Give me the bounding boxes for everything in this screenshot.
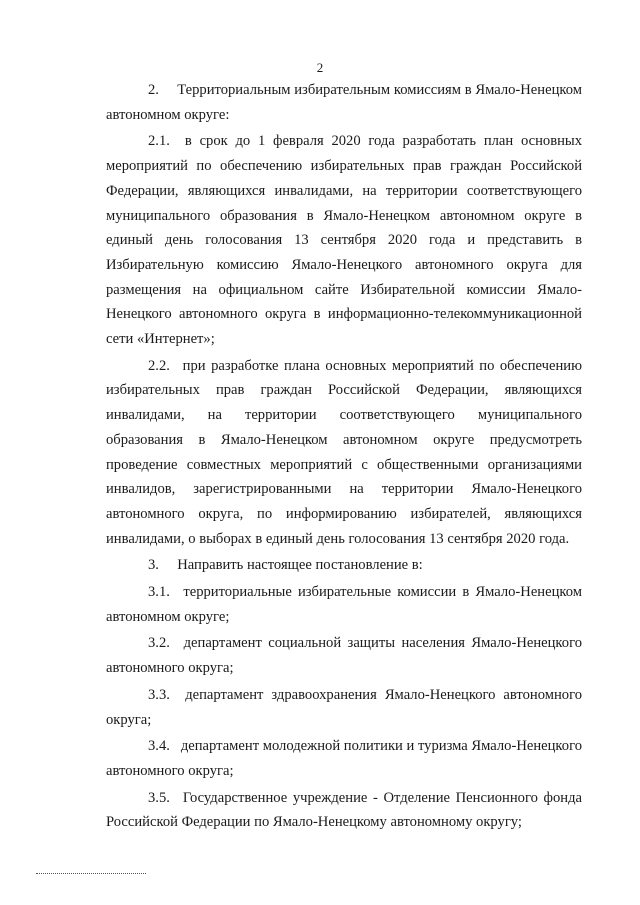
- paragraph-3-5: 3.5. Государственное учреждение - Отделение Пенсионного фонда Российской Федерации по Ямало-Ненецкому автономному округу;: [106, 789, 582, 831]
- paragraph-3-1: 3.1. территориальные избирательные комиссии в Ямало-Ненецком автономном округе;: [106, 584, 582, 625]
- paragraph-2: 2. Территориальным избирательным комиссиям в Ямало-Ненецком автономном округе:: [106, 82, 582, 123]
- footer-dotted-rule: [36, 873, 146, 874]
- paragraph-2-2: 2.2. при разработке плана основных мероприятий по обеспечению избирательных прав граждан Российской Федерации, являющихся инвалидами, на территории соответствующего муниципального образования в Ямало-Ненецком автономном округе предусмотреть проведение совместных мероприятий с общественными организациями инвалидов, зарегистрированными на территории Ямало-Ненецкого автономного округа, по информированию избирателей, являющихся инвалидами, о выборах в единый день голосования 13 сентября 2020 года.: [106, 357, 582, 547]
- document-body: [106, 78, 582, 837]
- paragraph-3-2: 3.2. департамент социальной защиты населения Ямало-Ненецкого автономного округа;: [106, 635, 582, 677]
- paragraph-2-1: 2.1. в срок до 1 февраля 2020 года разработать план основных мероприятий по обеспечению избирательных прав граждан Российской Федерации, являющихся инвалидами, на территории соответствующего муниципального образования в Ямало-Ненецком автономном округе в единый день голосования 13 сентября 2020 года и представить в Избирательную комиссию Ямало-Ненецкого автономного округа для размещения на официальном сайте Избирательной комиссии Ямало-Ненецкого автономного округа в информационно-телекоммуникационной сети «Интернет»;: [106, 133, 582, 348]
- page-number: 2: [316, 60, 324, 75]
- paragraph-3: 3. Направить настоящее постановление в:: [148, 557, 423, 574]
- paragraph-3-3: 3.3. департамент здравоохранения Ямало-Ненецкого автономного округа;: [106, 686, 582, 728]
- paragraph-3-4: 3.4. департамент молодежной политики и туризма Ямало-Ненецкого автономного округа;: [106, 738, 582, 779]
